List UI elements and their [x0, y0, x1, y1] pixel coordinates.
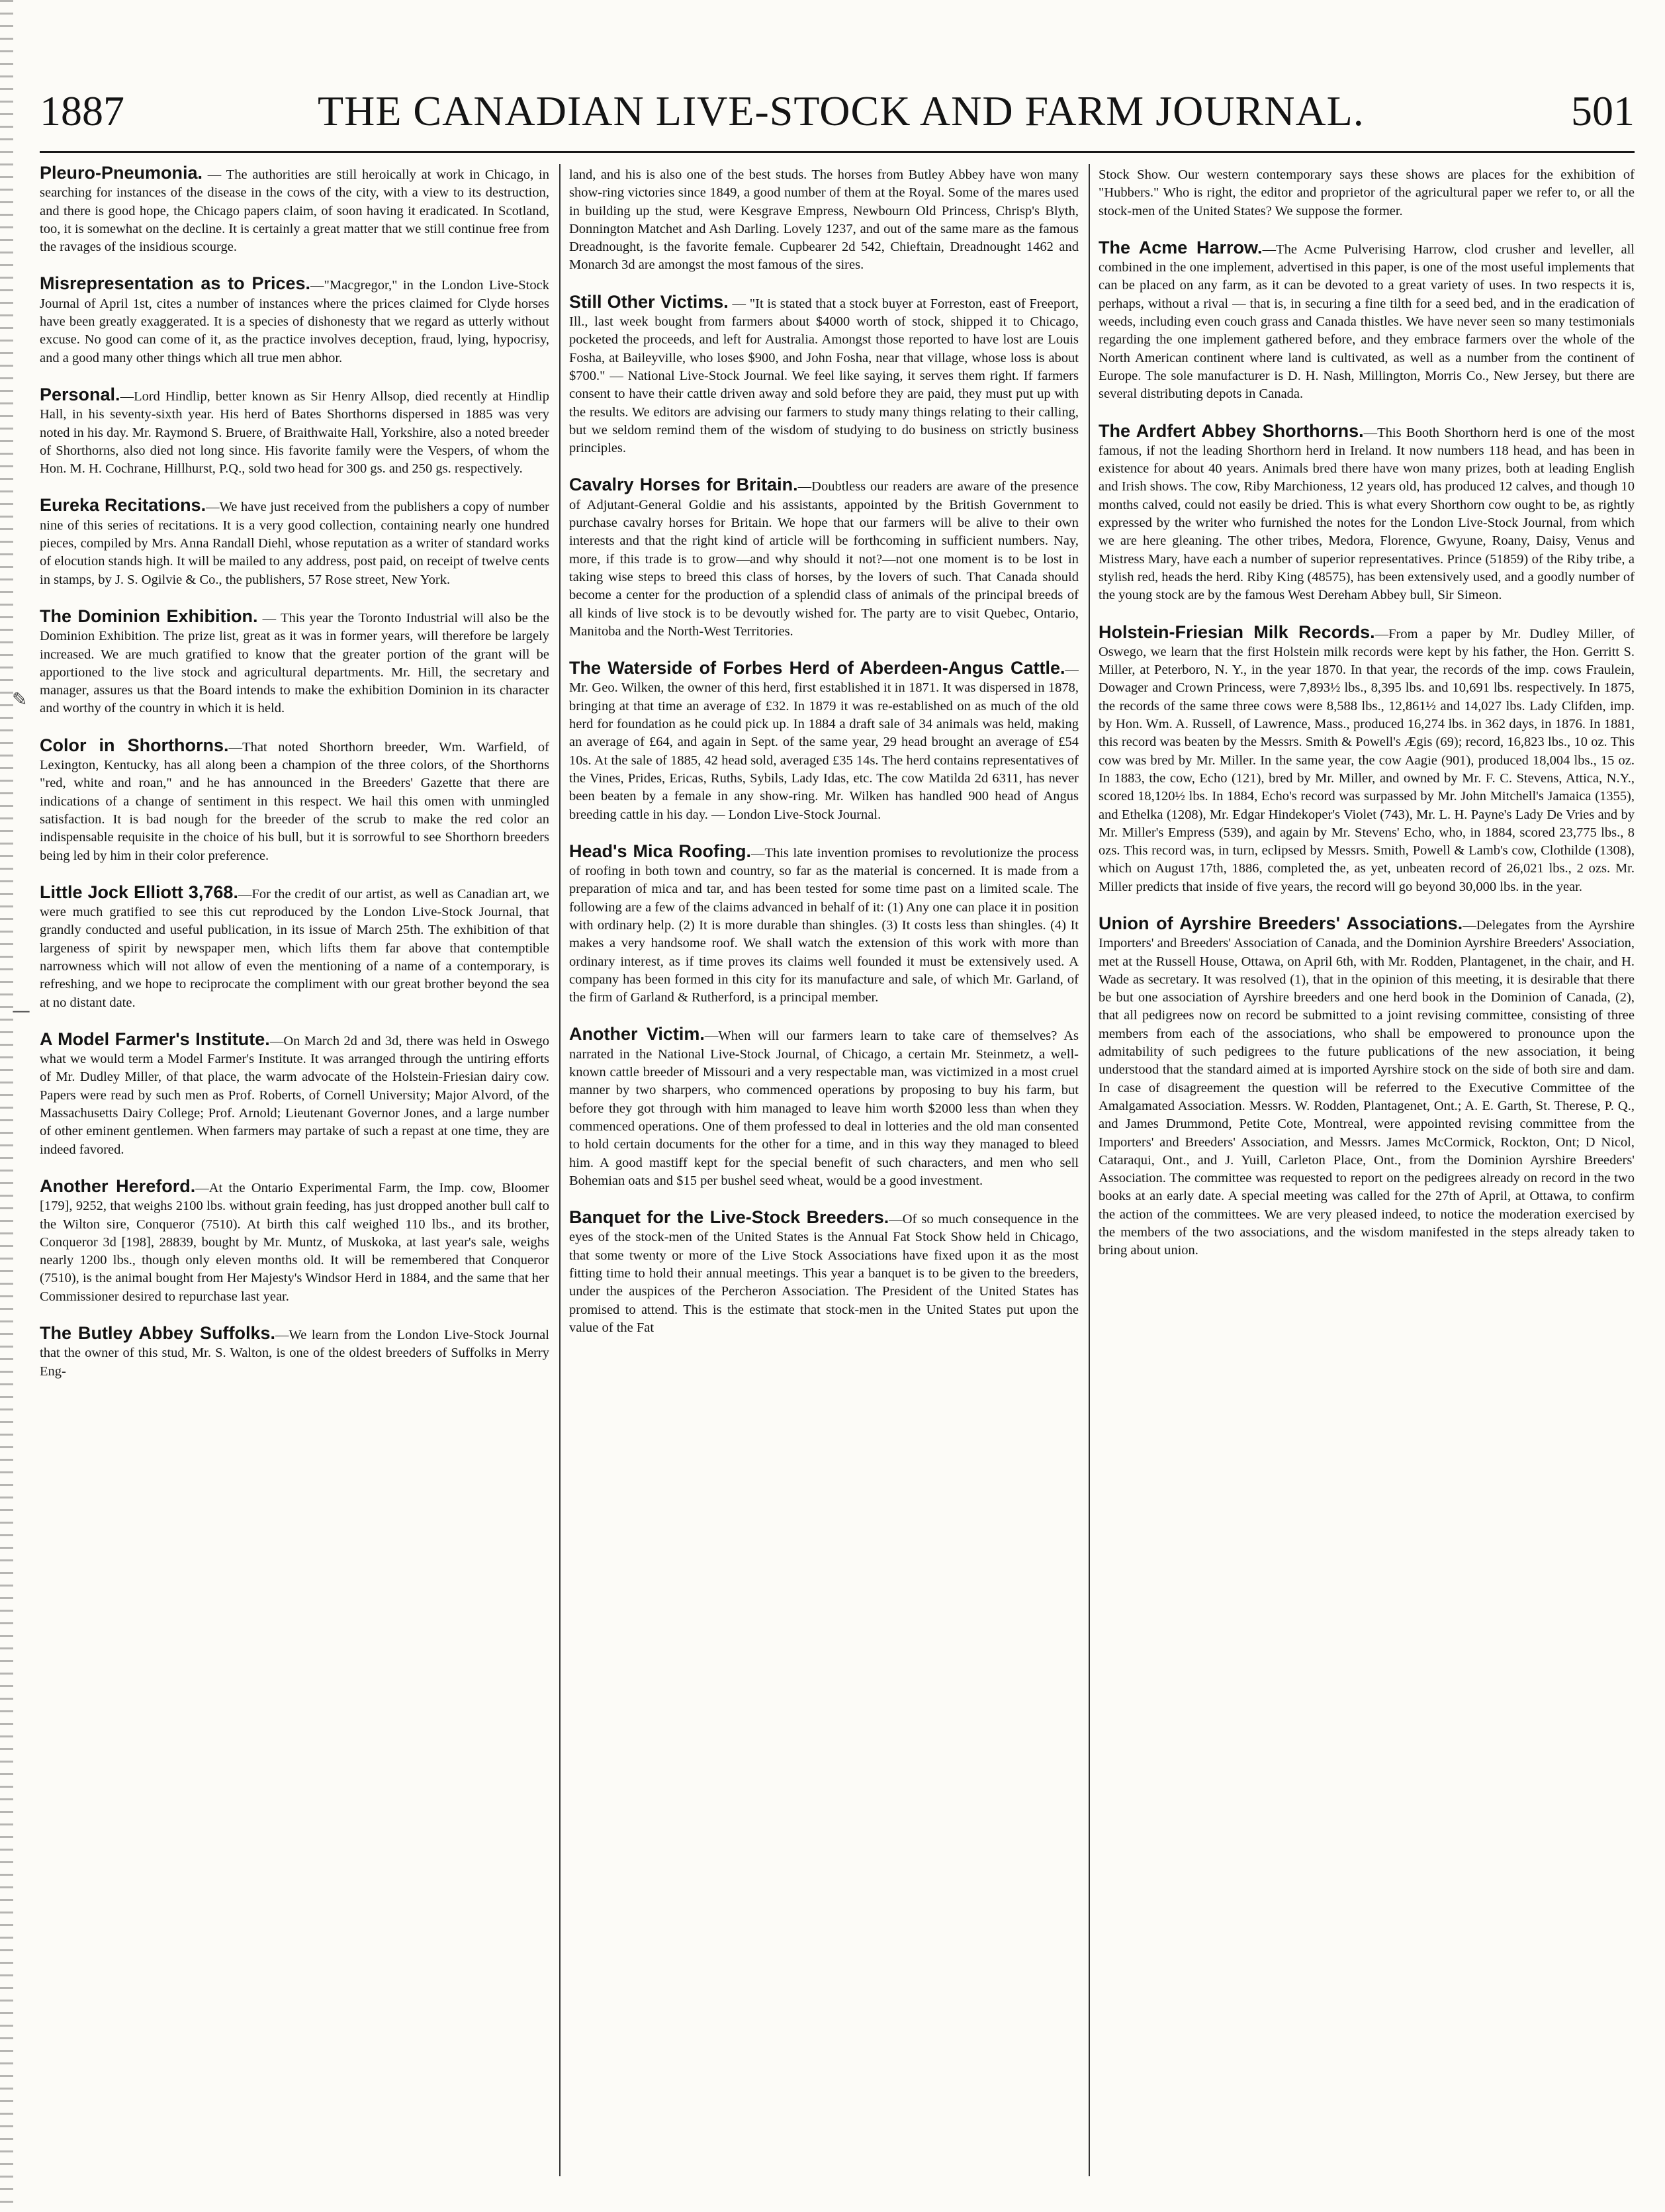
heading-separator: — — [228, 739, 243, 755]
article — [40, 1324, 549, 1381]
article-heading: Another Victim. — [569, 1024, 705, 1044]
article — [40, 496, 549, 588]
heading-separator: — — [206, 500, 220, 515]
article — [40, 386, 549, 478]
heading-separator: — — [202, 167, 226, 182]
column-3 — [1099, 164, 1635, 2176]
article — [40, 1031, 549, 1159]
article-paragraph — [569, 1025, 1079, 1190]
article — [40, 608, 549, 718]
article-body: This Booth Shorthorn herd is one of the most famous, if not the leading Shorthorn herd in Ireland. It now numbers 118 head, and has been in existence for about 40 years. Animals bred there have won many prizes, both at leading English and Irish shows. The cow, Riby Marchioness, 12 years old, has produced 12 calves, and though 10 months calved, could not easily be dried. This is what every Shorthorn cow ought to be, as rightly expressed by the writer who furnished the notes for the London Live-Stock Journal, from which we are here gleaning. The other tribes, Medora, Florence, Gwyune, Roany, Daisy, Venus and Mistress Mary, have each a number of superior representatives. Prince (51859) of the Riby tribe, a stylish red, heads the herd. Riby King (48575), has been extensively used, and a goodly number of the young stock are by the famous West Dereham Abbey bull, Sir Simeon. — [1099, 425, 1635, 603]
heading-separator: — — [238, 886, 252, 901]
article-continued — [1099, 164, 1635, 220]
heading-separator: — — [728, 296, 750, 311]
article-body: We learn from the London Live-Stock Journal that the owner of this stud, Mr. S. Walton, is one of the oldest breeders of Suffolks in Merry Eng- — [40, 1328, 549, 1379]
article-heading: Holstein-Friesian Milk Records. — [1099, 622, 1375, 642]
article-heading: Still Other Victims. — [569, 291, 729, 312]
article — [1099, 915, 1635, 1260]
article-body: When will our farmers learn to take care of themselves? As narrated in the National Live-Stock Journal, of Chicago, a certain Mr. Steinmetz, a well-known cattle breeder of Missouri and a very respectable man, was victimized in a most cruel manner by two sharpers, who commenced operations by proposing to buy his farm, but before they got through with him managed to leave him worth $2000 less than when they commenced operations. One of them professed to deal in lotteries and the old man consented to hold certain documents for the other for a time, and in this way they managed to bleed him. A good mastiff kept for the special benefit of such characters, and men who sell Bohemian oats and $15 per bushel seed wheat, would be a good investment. — [569, 1029, 1079, 1188]
article — [1099, 623, 1635, 896]
article — [569, 293, 1079, 458]
issue-year: 1887 — [40, 87, 124, 134]
article-heading: Color in Shorthorns. — [40, 735, 229, 755]
heading-separator: — — [257, 610, 281, 625]
article-heading: The Ardfert Abbey Shorthorns. — [1099, 420, 1364, 441]
heading-separator: — — [750, 845, 765, 860]
masthead — [40, 78, 1635, 144]
article-continued — [569, 164, 1079, 275]
article-body: The authorities are still heroically at work in Chicago, in searching for instances of the disease in the cows of the city, with a view to its destruction, and there is good hope, the Chicago papers claim, of soon having it eradicated. In Scotland, too, it is somewhat on the decline. It is certainly a great matter that we still continue free from the ravages of the insidious scourge. — [40, 167, 549, 255]
article-heading: Cavalry Horses for Britain. — [569, 475, 798, 495]
article-body: We have just received from the publishers a copy of number nine of this series of recitations. It is a very good collection, containing nearly one hundred pieces, compiled by Mrs. Anna Randall Diehl, whose reputation as a writer of standard works of elocution stands high. It will be mailed to any address, post paid, on receipt of twelve cents in stamps, by J. S. Ogilvie & Co., the publishers, 57 Rose street, New York. — [40, 500, 549, 587]
article-paragraph — [1099, 915, 1635, 1260]
article-paragraph — [569, 164, 1079, 275]
heading-separator: — — [195, 1180, 209, 1195]
article-body: land, and his is also one of the best studs. The horses from Butley Abbey have won many show-ring victories since 1849, a good number of them at the Royal. Some of the mares used in building up the stud, were Kesgrave Empress, Newbourn Old Princess, Chrisp's Blyth, Donnington Matchet and Ash Darling. Lovely 1237, and out of the same mare as the famous Dreadnought, is the favorite female. Cupbearer 2d 542, Chieftain, Dreadnought 1462 and Monarch 3d are amongst the most famous of the sires. — [569, 167, 1079, 273]
article — [1099, 239, 1635, 404]
column-1 — [40, 164, 549, 2176]
article-paragraph — [569, 476, 1079, 641]
heading-separator: — — [1363, 425, 1378, 440]
masthead-rule — [40, 151, 1635, 153]
article-paragraph — [569, 1209, 1079, 1337]
article-paragraph — [40, 1177, 549, 1306]
article — [40, 737, 549, 865]
article-body: From a paper by Mr. Dudley Miller, of Oswego, we learn that the first Holstein milk records were kept by his father, the Hon. Gerritt S. Miller, at Peterboro, N. Y., in the year 1870. In that year, the records of the imp. cows Fraulein, Dowager and Crown Princess, were 7,893½ lbs., 8,395 lbs. and 10,691 lbs. respectively. In 1875, the records of the same three cows were 8,588 lbs., 12,861½ and 14,027 lbs. Lady Clifden, imp. by Hon. Wm. A. Russell, of Lawrence, Mass., produced 16,274 lbs. in 362 days, in 1876. In 1881, this record was beaten by the Messrs. Smith & Powell's Ægis (69); record, 16,823 lbs., 10 oz. This cow was bred by Mr. Miller. In the same year, the cow Aagie (901), produced 18,004 lbs., 15 oz. In 1883, the cow, Echo (121), bred by Mr. Miller, and owned by Mr. F. C. Stevens, Attica, N.Y., scored 18,120½ lbs. In 1884, Echo's record was surpassed by Mr. John Mitchell's Jamaica (1355), and Ethelka (1208), Mr. Edgar Hindekoper's Violet (743), Mr. L. H. Payne's Lady De Vries and by Mr. Miller's Empress (539), and again by Mr. Stevens' Echo, who, in 1884, scored 23,775 lbs., 8 ozs. This record was, in turn, eclipsed by Messrs. Smith, Powell & Lamb's cow, Clothilde (1308), which on August 17th, 1886, completed the, as yet, unbeaten record of 26,021 lbs., 2 ozs. Mr. Miller predicts that inside of five years, the record will go beyond 30,000 lbs. in the year. — [1099, 626, 1635, 894]
article-heading: Eureka Recitations. — [40, 495, 206, 516]
article-paragraph — [569, 293, 1079, 458]
heading-separator: — — [269, 1033, 284, 1048]
article — [1099, 422, 1635, 605]
article — [569, 1025, 1079, 1190]
article-body: At the Ontario Experimental Farm, the Imp. cow, Bloomer [179], 9252, that weighs 2100 lbs. without grain feeding, has just dropped another bull calf to the Wilton sire, Conqueror (7510). At birth this calf weighed 110 lbs., and its brother, Conqueror 3d [198], 28839, bought by Mr. Muntz, of Muskoka, at last year's sale, weighs nearly 1200 lbs., though only eleven months old. It will be remembered that Conqueror (7510), is the animal bought from Her Majesty's Windsor Herd in 1884, and the same that her Commissioner desired to repurchase last year. — [40, 1180, 549, 1304]
article-paragraph — [40, 386, 549, 478]
article-paragraph — [569, 843, 1079, 1007]
heading-separator: — — [310, 278, 324, 293]
article — [40, 275, 549, 367]
article-body: That noted Shorthorn breeder, Wm. Warfield, of Lexington, Kentucky, has all along been a champion of the three colors, of the Shorthorns "red, white and roan," and he has announced in the Breeders' Gazette that there are indications of a change of sentiment in this respect. We hail this omen with unmingled satisfaction. It is bad nough for the breeder of the scrub to make the red color an indispensable requisite in the choice of his bull, but it is sorrowful to see Shorthorn breeders being led by him in their color preference. — [40, 739, 549, 863]
article-heading: Little Jock Elliott 3,768. — [40, 882, 238, 902]
column-divider — [1089, 164, 1090, 2176]
scan-edge-marks — [0, 0, 13, 2212]
article-paragraph — [1099, 623, 1635, 896]
article-paragraph — [1099, 422, 1635, 605]
heading-separator: — — [797, 479, 812, 494]
heading-separator: — — [120, 389, 134, 404]
article-body: Of so much consequence in the eyes of the stock-men of the United States is the Annual Fat Stock Show held in Chicago, that some twenty or more of the Live Stock Associations have fixed upon it as the most fitting time to hold their annual meetings. This year a banquet is to be given to the breeders, under the auspices of the Percheron Association. The President of the United States has promised to attend. This is the estimate that stock-men in the United States put upon the value of the Fat — [569, 1212, 1079, 1335]
article-paragraph — [40, 275, 549, 367]
article-heading: Banquet for the Live-Stock Breeders. — [569, 1207, 889, 1228]
article — [40, 1177, 549, 1306]
article-body: The Acme Pulverising Harrow, clod crusher and leveller, all combined in the one implement, advertised in this paper, is one of the most useful implements that can be placed on any farm, as it can be devoted to a great variety of uses. In two respects it is, perhaps, without a rival — that is, in securing a fine tilth for a seed bed, and in the eradication of weeds, including even couch grass and Canada thistles. We have never seen so many testimonials regarding the one implement gathered before, and they embrace farmers over the whole of the North American continent where land is cultivated, as well as a number from the continent of Europe. The sole manufacturer is D. H. Nash, Millington, Morris Co., New Jersey, but there are several distributing depots in Canada. — [1099, 242, 1635, 402]
journal-title: THE CANADIAN LIVE-STOCK AND FARM JOURNAL. — [318, 87, 1365, 134]
article-paragraph — [40, 884, 549, 1012]
article-body: Doubtless our readers are aware of the presence of Adjutant-General Goldie and his assistants, appointed by the British Government to purchase cavalry horses for Britain. We hope that our farmers will be alive to their own interests and that the right kind of article will be forthcoming in sufficient numbers. Nay, more, if this trade is to grow—and why should it not?—not one moment is to be lost in taking wise steps to breed this class of horses, by the lovers of such. That Canada should become a center for the production of a splendid class of animals of the principal breeds of all kinds of live stock is to be devoutly wished for. The party are to visit Quebec, Ontario, Manitoba and the North-West Territories. — [569, 479, 1079, 639]
article-heading: Head's Mica Roofing. — [569, 841, 751, 861]
article-body: "Macgregor," in the London Live-Stock Journal of April 1st, cites a number of instances where the prices claimed for Clyde horses have been greatly exaggerated. It is a species of dishonesty that we regard as utterly without excuse. No good can come of it, as the practice involves deception, fraud, lying, hypocrisy, and a good many other things which all true men abhor. — [40, 278, 549, 365]
article-body: For the credit of our artist, as well as Canadian art, we were much gratified to see this cut reproduced by the London Live-Stock Journal, that grandly conducted and useful publication, in its issue of March 25th. The exhibition of that largeness of spirit by newspaper men, which lifts them far above that contemptible narrowness which will not allow of even the mentioning of a name of a contemporary, is refreshing, and we hope to reciprocate the compliment with our great brother beyond the sea at no distant date. — [40, 886, 549, 1010]
article-body: Lord Hindlip, better known as Sir Henry Allsop, died recently at Hindlip Hall, in his seventy-sixth year. His herd of Bates Shorthorns dispersed in 1885 was very noted in his day. Mr. Raymond S. Bruere, of Braithwaite Hall, Yorkshire, also a noted breeder of Shorthorns, also died not long since. His favorite family were the Vespers, of whom the Hon. M. H. Cochrane, Hillhurst, P.Q., sold two head for 300 gs. and 250 gs. respectively. — [40, 389, 549, 477]
article-heading: Personal. — [40, 384, 120, 404]
article — [569, 476, 1079, 641]
heading-separator: — — [1262, 242, 1277, 257]
heading-separator: — — [1374, 626, 1389, 641]
pencil-mark-icon: ✎ — [12, 688, 28, 710]
heading-separator: — — [704, 1029, 719, 1044]
article-body: Stock Show. Our western contemporary says these shows are places for the exhibition of "Hubbers." Who is right, the editor and proprietor of the agricultural paper we refer to, or all the stock-men of the United States? We suppose the former. — [1099, 167, 1635, 218]
article-paragraph — [1099, 164, 1635, 220]
article-paragraph — [569, 659, 1079, 824]
column-divider — [559, 164, 561, 2176]
article — [40, 164, 549, 256]
article — [40, 884, 549, 1012]
article-body: Delegates from the Ayrshire Importers' and Breeders' Association of Canada, and the Dominion Ayrshire Breeders' Association, met at the Russell House, Ottawa, on April 6th, with Mr. Rodden, Plantagenet, in the chair, and H. Wade as secretary. It was resolved (1), that in the opinion of this meeting, it is desirable that there be but one association of Ayrshire breeders and one herd book in the Dominion of Canada, (2), that all pedigrees now on record be submitted to a joint revising committee, consisting of three members from each of the associations, who shall be empowered to pronounce upon the admitability of such pedigrees to the future publications of the new association, it being understood that the standard aimed at is imported Ayrshire stock on the side of both sire and dam. In case of disagreement the question will be referred to the Executive Committee of the Amalgamated Association. Messrs. W. Rodden, Plantagenet, Ont.; A. E. Garth, St. Therese, P. Q., and James Drummond, Petite Cote, Montreal, were appointed revising committee from the Importers' and Breeders' Association, and Messrs. James McCormick, Rockton, Ont; D Nicol, Cataraqui, Ont., and J. Yuill, Carleton Place, Ont., from the Dominion Ayrshire Breeders' Association. The committee was requested to report on the pedigrees already on record in the two books at an early date. A special meeting was called for the 27th of April, at Ottawa, to confirm the action of the committees. We are very pleased indeed, to notice the moderation exercised by the members of the two associations, and the wisdom manifested in the steps already taken to bring about union. — [1099, 917, 1635, 1258]
article-paragraph — [40, 1031, 549, 1159]
heading-separator: — — [275, 1328, 289, 1343]
article-heading: Union of Ayrshire Breeders' Associations. — [1099, 913, 1463, 933]
column-2 — [569, 164, 1079, 2176]
article-paragraph — [40, 1324, 549, 1381]
article-heading: The Butley Abbey Suffolks. — [40, 1323, 275, 1344]
article — [569, 843, 1079, 1007]
page-number: 501 — [1571, 87, 1635, 134]
margin-dash-mark: — — [12, 999, 30, 1021]
heading-separator: — — [1065, 663, 1079, 678]
article-heading: The Dominion Exhibition. — [40, 606, 258, 626]
article-paragraph — [40, 608, 549, 718]
article-paragraph — [40, 496, 549, 588]
article-heading: Pleuro-Pneumonia. — [40, 164, 203, 183]
article-body: On March 2d and 3d, there was held in Oswego what we would term a Model Farmer's Institute. It was arranged through the untiring efforts of Mr. Dudley Miller, of that place, the warm advocate of the Holstein-Friesian dairy cow. Papers were read by such men as Prof. Roberts, of Cornell University; Major Alvord, of the Massachusetts Dairy College; Prof. Arnold; Lieutenant Governor Jones, and a large number of other eminent gentlemen. When farmers may partake of such a repast at one time, they are indeed favored. — [40, 1033, 549, 1157]
article-heading: The Acme Harrow. — [1099, 237, 1263, 257]
heading-separator: — — [1462, 917, 1476, 933]
article-body: "It is stated that a stock buyer at Forreston, east of Freeport, Ill., last week bought from farmers about $4000 worth of stock, shipped it to Chicago, pocketed the proceeds, and left for Australia. Amongst those reported to have lost are Louis Fosha, at Baileyville, who loses $900, and John Fosha, near that village, whose loss is about $700." — National Live-Stock Journal. We feel like saying, it serves them right. If farmers consent to have their cattle driven away and sold before they are paid, they must put up with the results. We editors are advising our farmers to study many things relating to their calling, but we seldom remind them of the wisdom of studying to do business on strictly business principles. — [569, 296, 1079, 456]
article-paragraph — [40, 164, 549, 256]
article-paragraph — [1099, 239, 1635, 404]
article-heading: The Waterside of Forbes Herd of Aberdeen-Angus Cattle. — [569, 658, 1065, 678]
article — [569, 1209, 1079, 1337]
article — [569, 659, 1079, 824]
article-body: This year the Toronto Industrial will also be the Dominion Exhibition. The prize list, great as it was in former years, will therefore be largely increased. We are much gratified to know that the greater portion of the grant will be apportioned to the live stock and agricultural departments. Mr. Hill, the secretary and manager, assures us that the Board intends to make the exhibition Dominion in its character and worthy of the country in which it is held. — [40, 610, 549, 716]
article-paragraph — [40, 737, 549, 865]
article-heading: Misrepresentation as to Prices. — [40, 273, 311, 294]
heading-separator: — — [889, 1212, 903, 1227]
article-heading: A Model Farmer's Institute. — [40, 1029, 270, 1049]
article-heading: Another Hereford. — [40, 1175, 196, 1196]
article-body: This late invention promises to revolutionize the process of roofing in both town and country, so far as the material is concerned. It is made from a preparation of mica and tar, and has been tested for some time past on a limited scale. The following are a few of the claims advanced in behalf of it: (1) Any one can place it in position with ordinary help. (2) It is more durable than shingles. (3) It costs less than shingles. (4) It makes a very handsome roof. We shall watch the extension of this work with more than ordinary interest, as if time proves its claims well founded it must be extensively used. A company has been formed in this city for its manufacture and sale, of which Mr. Garland, of the firm of Garland & Rutherford, is a principal member. — [569, 845, 1079, 1005]
article-body: Mr. Geo. Wilken, the owner of this herd, first established it in 1871. It was dispersed in 1878, bringing at that time an average of £32. In 1879 it was re-established on as much of the old herd for foundation as he could pick up. In 1884 a draft sale of 34 animals was held, making an average of £64, and again in Sept. of the same year, 29 head brought an average of £54 10s. At the sale of 1885, 42 head sold, averaged £35 14s. The herd contains representatives of the Vines, Prides, Ericas, Ruths, Sybils, Lady Idas, etc. The cow Matilda 2d 6311, has never been beaten by a female in any show-ring. Mr. Wilken has handled 900 head of Angus breeding cattle in his day. — London Live-Stock Journal. — [569, 680, 1079, 822]
